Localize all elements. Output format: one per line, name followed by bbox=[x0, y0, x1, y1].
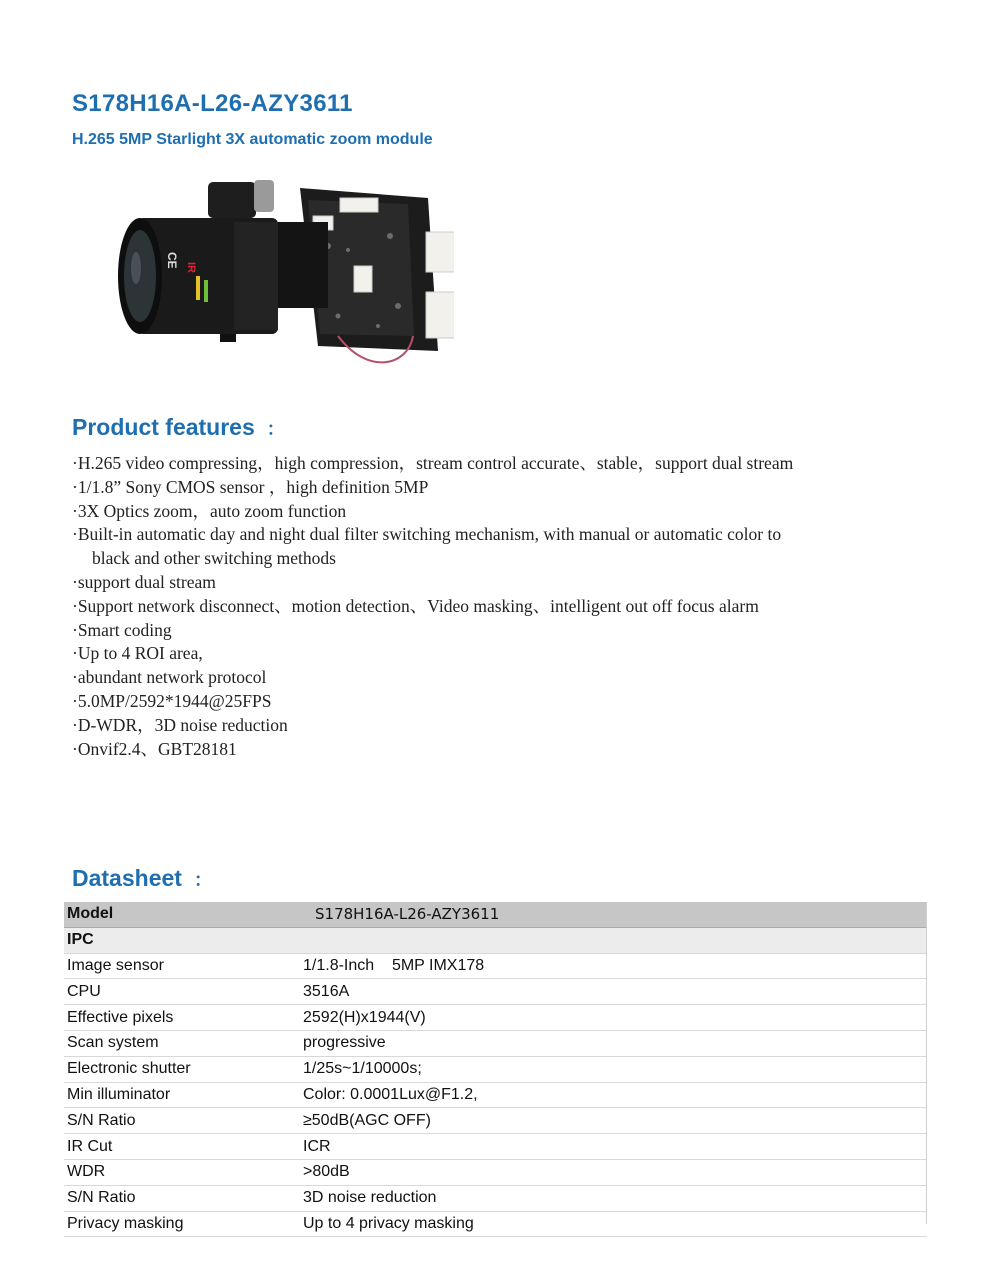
section-label: IPC bbox=[64, 927, 927, 953]
table-row bbox=[64, 1134, 927, 1160]
spec-key: IR Cut bbox=[64, 1134, 300, 1160]
spec-key: Min illuminator bbox=[64, 1082, 300, 1108]
feature-item: ·Built-in automatic day and night dual filter switching mechanism, with manual or automatic color to bbox=[72, 524, 782, 545]
model-label: Model bbox=[64, 902, 300, 927]
feature-item: ·3X Optics zoom，auto zoom function bbox=[72, 500, 347, 521]
feature-item: ·support dual stream bbox=[72, 571, 216, 592]
spec-value: 3516A bbox=[300, 979, 927, 1005]
lens-ce-mark: CE bbox=[165, 252, 179, 269]
table-right-border bbox=[926, 902, 927, 1224]
feature-item: ·1/1.8” Sony CMOS sensor ，high definition 5MP bbox=[72, 476, 429, 497]
table-row bbox=[64, 1005, 927, 1031]
table-section-row bbox=[64, 927, 927, 953]
page-title: S178H16A-L26-AZY3611 bbox=[72, 90, 353, 117]
spec-value: ICR bbox=[300, 1134, 927, 1160]
datasheet-heading: Datasheet ： bbox=[72, 865, 212, 891]
feature-item: ·H.265 video compressing，high compression，stream control accurate、stable，support dual stream bbox=[72, 453, 794, 473]
spec-key: Electronic shutter bbox=[64, 1056, 300, 1082]
page-subtitle: H.265 5MP Starlight 3X automatic zoom module bbox=[72, 131, 433, 148]
feature-item-continuation: black and other switching methods bbox=[92, 548, 336, 569]
feature-item: ·Support network disconnect、motion detection、Video masking、intelligent out off focus alarm bbox=[72, 595, 759, 616]
camera-module-image bbox=[108, 176, 454, 382]
spec-value: >80dB bbox=[300, 1159, 927, 1185]
spec-key: CPU bbox=[64, 979, 300, 1005]
spec-key: Image sensor bbox=[64, 953, 300, 979]
table-header-row bbox=[64, 902, 927, 927]
feature-item: ·Onvif2.4、GBT28181 bbox=[72, 738, 237, 759]
features-heading: Product features ： bbox=[72, 414, 285, 440]
spec-value: ≥50dB(AGC OFF) bbox=[300, 1108, 927, 1134]
feature-item: ·abundant network protocol bbox=[72, 667, 267, 688]
table-row bbox=[64, 1056, 927, 1082]
table-row bbox=[64, 1211, 927, 1237]
spec-value: 1/25s~1/10000s; bbox=[300, 1056, 927, 1082]
spec-value: 3D noise reduction bbox=[300, 1185, 927, 1211]
table-row bbox=[64, 1082, 927, 1108]
table-row bbox=[64, 953, 927, 979]
table-row bbox=[64, 979, 927, 1005]
spec-key: WDR bbox=[64, 1159, 300, 1185]
spec-key: Scan system bbox=[64, 1030, 300, 1056]
features-list bbox=[72, 452, 952, 761]
spec-key: Effective pixels bbox=[64, 1005, 300, 1031]
spec-value: 1/1.8-Inch 5MP IMX178 bbox=[300, 953, 927, 979]
lens-ir-mark: IR bbox=[185, 262, 197, 273]
feature-item: ·D-WDR，3D noise reduction bbox=[72, 714, 288, 735]
table-row bbox=[64, 1185, 927, 1211]
spec-value: 2592(H)x1944(V) bbox=[300, 1005, 927, 1031]
table-row bbox=[64, 1159, 927, 1185]
datasheet-table bbox=[64, 902, 927, 1237]
feature-item: ·Up to 4 ROI area, bbox=[72, 643, 203, 664]
spec-key: S/N Ratio bbox=[64, 1185, 300, 1211]
table-row bbox=[64, 1030, 927, 1056]
spec-value: progressive bbox=[300, 1030, 927, 1056]
feature-item: ·5.0MP/2592*1944@25FPS bbox=[72, 690, 272, 711]
spec-value: Up to 4 privacy masking bbox=[300, 1211, 927, 1237]
table-row bbox=[64, 1108, 927, 1134]
model-value: S178H16A-L26-AZY3611 bbox=[300, 902, 927, 927]
feature-item: ·Smart coding bbox=[72, 619, 172, 640]
spec-key: S/N Ratio bbox=[64, 1108, 300, 1134]
spec-value: Color: 0.0001Lux@F1.2, bbox=[300, 1082, 927, 1108]
spec-key: Privacy masking bbox=[64, 1211, 300, 1237]
